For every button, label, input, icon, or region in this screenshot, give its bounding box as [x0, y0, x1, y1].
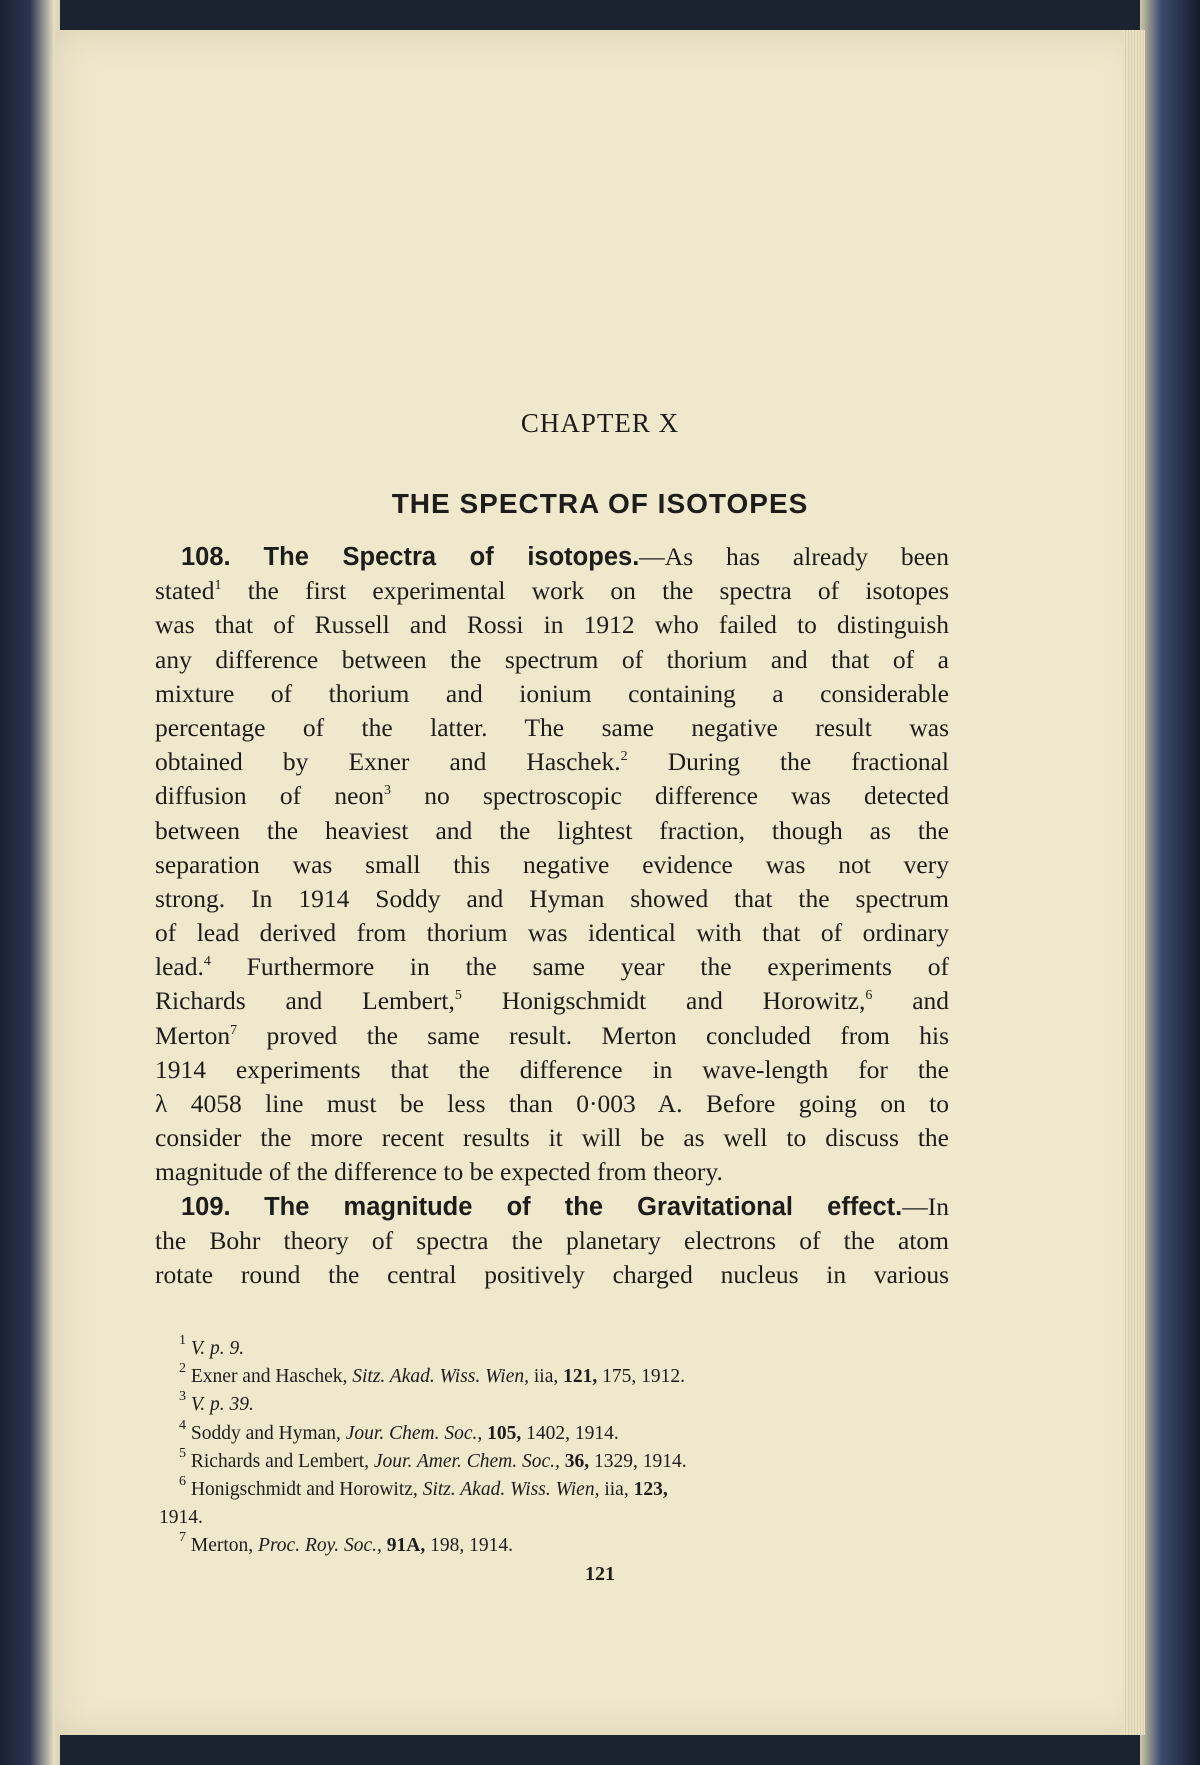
- text-line: consider the more recent results it will be as well to discuss the: [155, 1123, 949, 1153]
- text-line: 1914 experiments that the difference in wave-length for the: [155, 1054, 949, 1084]
- page-number: 121: [585, 1563, 615, 1585]
- section-number: 109.: [181, 1192, 231, 1221]
- text-line: between the heaviest and the lightest fraction, though as the: [155, 815, 949, 845]
- footnote-ref: 6: [865, 988, 873, 1004]
- text-line: λ 4058 line must be less than 0·003 A. Before going on to: [155, 1089, 949, 1118]
- text-line: 108. The Spectra of isotopes.—As has already been: [181, 542, 949, 571]
- footnote-ref: 5: [454, 988, 462, 1004]
- text-line: Richards and Lembert,$^5$ Honigschmidt and Horowitz,$^6$ and: [155, 986, 950, 1016]
- footnotes: [155, 1335, 949, 1561]
- body-text: [155, 540, 949, 1292]
- section-heading: The Spectra of isotopes.: [263, 543, 640, 571]
- footnote-ref: 1: [214, 578, 222, 594]
- book-page: [55, 30, 1145, 1735]
- text-line: mixture of thorium and ionium containing a considerable: [155, 678, 949, 708]
- text-line: magnitude of the difference to be expected from theory.: [155, 1157, 723, 1187]
- chapter-heading: CHAPTER X: [520, 408, 680, 438]
- page-edges: [1123, 30, 1145, 1735]
- book-cover-right: [1140, 0, 1200, 1765]
- text-line: was that of Russell and Rossi in 1912 who failed to distinguish: [155, 610, 949, 640]
- text-line: lead.$^4$ Furthermore in the same year the experiments of: [155, 952, 950, 982]
- chapter-title: THE SPECTRA OF ISOTOPES: [391, 488, 809, 519]
- footnote: $^5$ Richards and Lembert, Jour. Amer. Chem. Soc., 36, 1329, 1914.: [179, 1445, 687, 1472]
- footnote-continuation: 1914.: [159, 1507, 203, 1529]
- text-line: strong. In 1914 Soddy and Hyman showed that the spectrum: [155, 883, 949, 913]
- text-line: stated$^1$ the first experimental work on the spectra of isotopes: [155, 576, 949, 606]
- text-line: Merton$^7$ proved the same result. Merton concluded from his: [155, 1020, 949, 1050]
- footnote-ref: 4: [203, 954, 211, 970]
- footnote: $^4$ Soddy and Hyman, Jour. Chem. Soc., 105, 1402, 1914.: [179, 1417, 619, 1444]
- text-line: any difference between the spectrum of thorium and that of a: [155, 644, 949, 674]
- footnote: $^3$ V. p. 39.: [179, 1389, 254, 1416]
- text-line: rotate round the central positively charged nucleus in various: [155, 1259, 949, 1289]
- text-line: 109. The magnitude of the Gravitational effect.—In: [181, 1191, 949, 1221]
- footnote: $^7$ Merton, Proc. Roy. Soc., 91A, 198, 1914.: [179, 1530, 513, 1557]
- text-line: diffusion of neon$^3$ no spectroscopic difference was detected: [155, 781, 949, 811]
- footnote: $^2$ Exner and Haschek, Sitz. Akad. Wiss. Wien, iia, 121, 175, 1912.: [179, 1361, 686, 1388]
- text-line: separation was small this negative evidence was not very: [155, 849, 949, 879]
- footnote-ref: 2: [620, 749, 628, 765]
- footnote: $^1$ V. p. 9.: [179, 1333, 245, 1359]
- text-line: of lead derived from thorium was identical with that of ordinary: [155, 918, 949, 948]
- footnote-ref: 7: [230, 1022, 238, 1038]
- section-number: 108.: [181, 543, 231, 571]
- text-line: the Bohr theory of spectra the planetary electrons of the atom: [155, 1225, 949, 1255]
- text-line: obtained by Exner and Haschek.$^2$ During the fractional: [155, 747, 949, 777]
- footnote: $^6$ Honigschmidt and Horowitz, Sitz. Akad. Wiss. Wien, iia, 123,: [179, 1473, 668, 1500]
- book-cover-left: [0, 0, 60, 1765]
- text-line: percentage of the latter. The same negative result was: [155, 712, 949, 742]
- section-heading: The magnitude of the Gravitational effect.: [264, 1192, 903, 1221]
- footnote-ref: 3: [383, 783, 391, 799]
